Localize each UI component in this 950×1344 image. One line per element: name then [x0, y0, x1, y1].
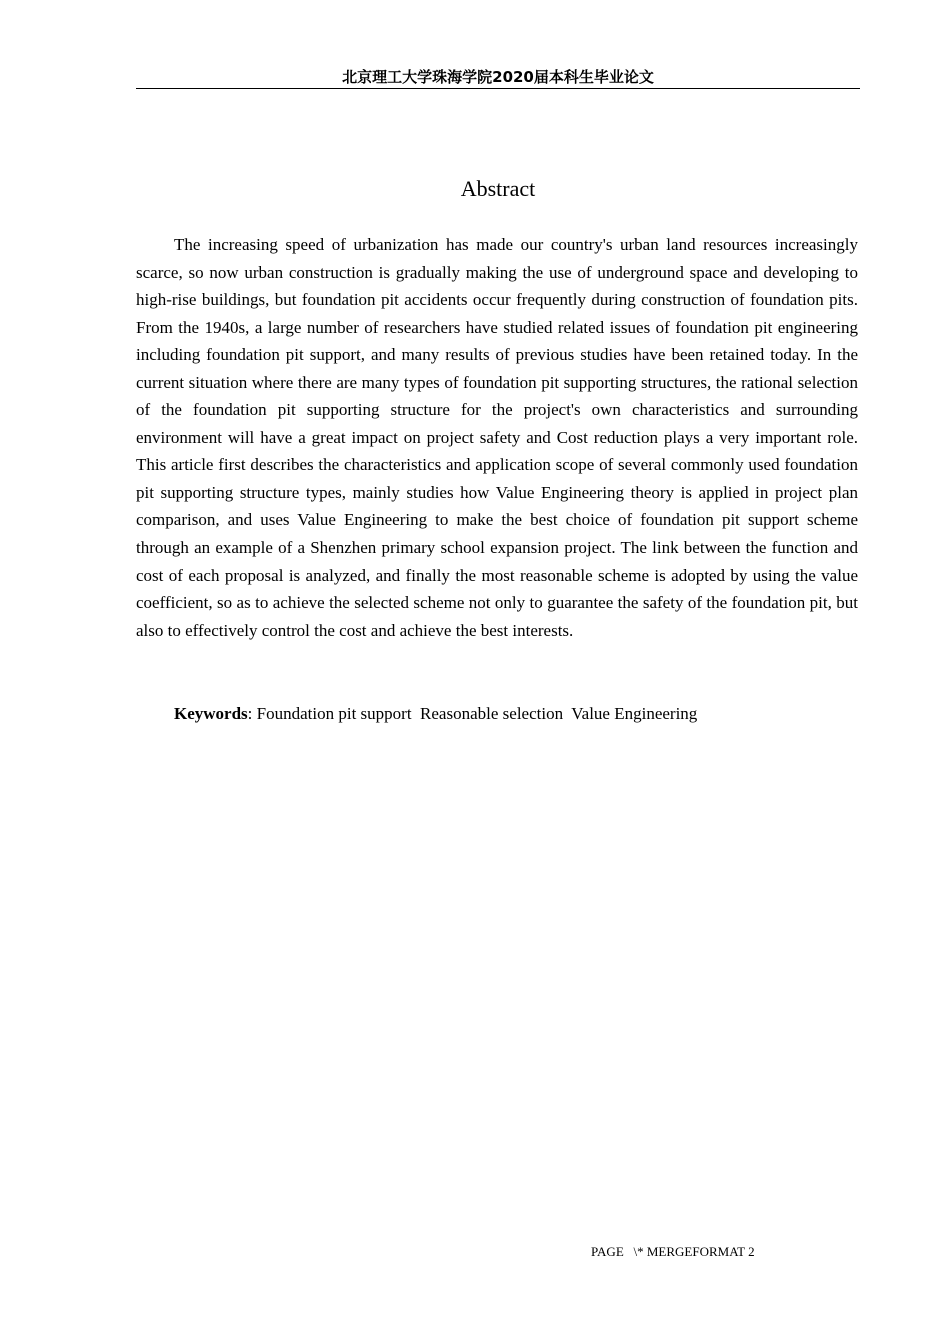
keywords-terms: Foundation pit support Reasonable selection Value Engineering — [256, 704, 698, 723]
keywords-line — [136, 700, 858, 728]
keywords-separator: : — [247, 704, 257, 723]
page-number-field: PAGE \* MERGEFORMAT 2 — [591, 1244, 755, 1259]
running-header: 北京理工大学珠海学院2020届本科生毕业论文 — [342, 68, 654, 86]
page-footer — [0, 1243, 950, 1261]
abstract-body: The increasing speed of urbanization has made our country's urban land resources increasingly scarce, so now urban construction is gradually making the use of underground space and developing to high-rise buildings, but foundation pit accidents occur frequently during construction of foundation pits. From the 1940s, a large number of researchers have studied related issues of foundation pit engineering including foundation pit support, and many results of previous studies have been retained today. In the current situation where there are many types of foundation pit supporting structures, the rational selection of the foundation pit supporting structure for the project's own characteristics and surrounding environment will have a great impact on project safety and Cost reduction plays a very important role. This article first describes the characteristics and application scope of several commonly used foundation pit supporting structure types, mainly studies how Value Engineering theory is applied in project plan comparison, and uses Value Engineering to make the best choice of foundation pit support scheme through an example of a Shenzhen primary school expansion project. The link between the function and cost of each proposal is analyzed, and finally the most reasonable scheme is adopted by using the value coefficient, so as to achieve the selected scheme not only to guarantee the safety of the foundation pit, but also to effectively control the cost and achieve the best interests. — [136, 235, 858, 640]
abstract-title: Abstract — [460, 176, 536, 201]
keywords-label: Keywords — [174, 704, 248, 723]
header-rule — [136, 88, 860, 89]
